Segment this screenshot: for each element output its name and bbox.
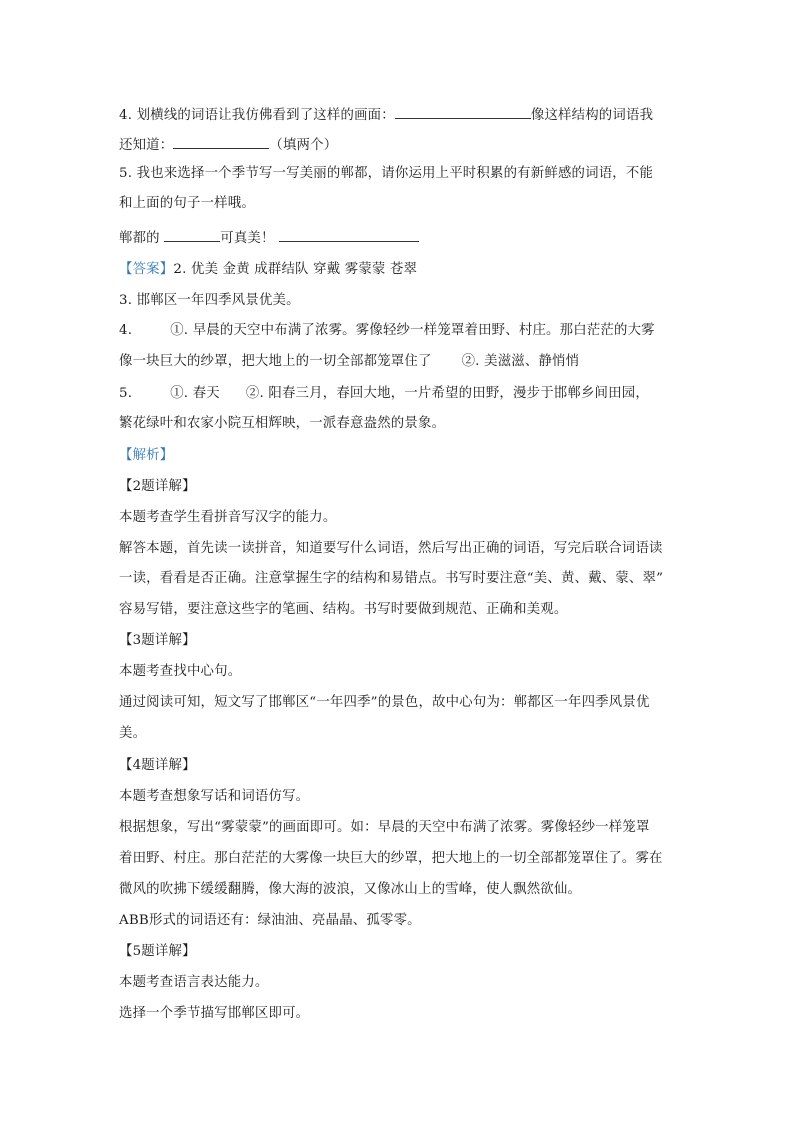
answer-blank[interactable] (164, 227, 220, 242)
text-line: 通过阅读可知，短文写了邯郸区“一年四季”的景色，故中心句为：郸都区一年四季风景优 (119, 695, 650, 710)
answer-tag: 【答案】 (119, 262, 174, 277)
answer-blank[interactable] (395, 104, 531, 119)
answer-line-5-cont: 繁花绿叶和农家小院互相辉映，一派春意盎然的景象。 (119, 416, 446, 431)
question-5-line-2: 和上面的句子一样哦。 (119, 196, 255, 211)
answer-line-4: 4. ①. 早晨的天空中布满了浓雾。雾像轻纱一样笼罩着田野、村庄。那白茫茫的大雾 (119, 323, 655, 338)
answer-blank[interactable] (173, 134, 269, 149)
answer-line-2: 【答案】2. 优美 金黄 成群结队 穿戴 雾蒙蒙 苍翠 (119, 262, 418, 277)
text-line: 着田野、村庄。那白茫茫的大雾像一块巨大的纱罩，把大地上的一切全部都笼罩住了。雾在 (119, 851, 663, 866)
section-heading-3: 【3题详解】 (119, 633, 196, 648)
section-heading-5: 【5题详解】 (119, 944, 196, 959)
answer-line-3: 3. 邯郸区一年四季风景优美。 (119, 293, 300, 308)
text-line: 微风的吹拂下缓缓翻腾，像大海的波浪，又像冰山上的雪峰，使人飘然欲仙。 (119, 882, 582, 897)
question-4-line-1: 4. 划横线的词语让我仿佛看到了这样的画面： 像这样结构的词语我 (119, 104, 653, 126)
question-5-line-1: 5. 我也来选择一个季节写一写美丽的郸都，请你运用上平时积累的有新鲜感的词语，不能 (119, 166, 654, 181)
text-line: 本题考查学生看拼音写汉字的能力。 (119, 510, 337, 525)
text-line: ABB形式的词语还有：绿油油、亮晶晶、孤零零。 (119, 913, 421, 928)
text-line: 本题考查想象写话和词语仿写。 (119, 789, 310, 804)
question-4-line-2: 还知道： （填两个） (119, 134, 337, 156)
text-line: 容易写错，要注意这些字的笔画、结构。书写时要做到规范、正确和美观。 (119, 602, 568, 617)
answer-line-5: 5. ①. 春天 ②. 阳春三月，春回大地，一片希望的田野，漫步于邯郸乡间田园， (119, 386, 649, 401)
text-line: 本题考查语言表达能力。 (119, 975, 269, 990)
text-line: 根据想象，写出“雾蒙蒙”的画面即可。如：早晨的天空中布满了浓雾。雾像轻纱一样笼罩 (119, 820, 650, 835)
text-line: 美。 (119, 726, 147, 741)
answer-blank[interactable] (279, 227, 419, 242)
section-heading-4: 【4题详解】 (119, 758, 196, 773)
text-line: 解答本题，首先读一读拼音，知道要写什么词语，然后写出正确的词语，写完后联合词语读 (119, 541, 663, 556)
analysis-heading (119, 446, 173, 466)
analysis-tag: 【解析】 (119, 448, 174, 463)
text-line: 选择一个季节描写邯郸区即可。 (119, 1006, 310, 1021)
question-5-line-3: 郸都的 可真美！ (119, 227, 419, 249)
section-heading-2: 【2题详解】 (119, 479, 196, 494)
text-line: 一读，看看是否正确。注意掌握生字的结构和易错点。书写时要注意“美、黄、戴、蒙、翠” (119, 571, 664, 586)
text-line: 本题考查找中心句。 (119, 664, 242, 679)
answer-line-4-cont: 像一块巨大的纱罩，把大地上的一切全部都笼罩住了 ②. 美滋滋、静悄悄 (119, 354, 580, 369)
